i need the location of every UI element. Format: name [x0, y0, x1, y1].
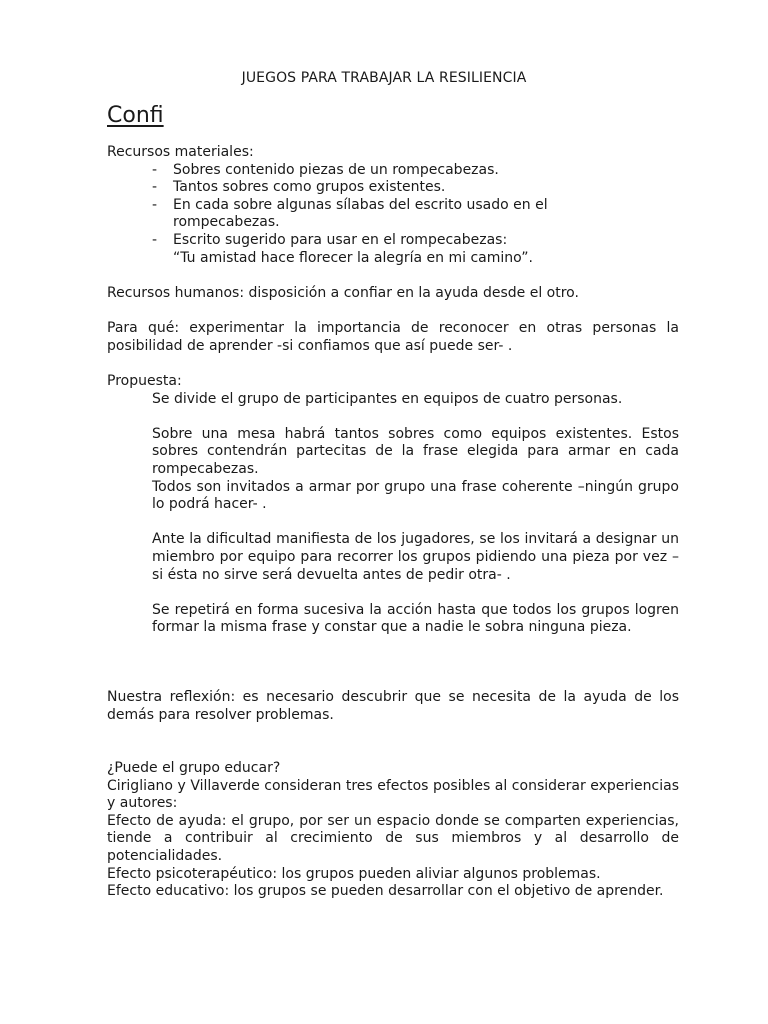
- reflection-section: [107, 689, 679, 724]
- materials-list: [107, 162, 679, 268]
- proposal-section: [107, 373, 679, 637]
- reflection-text: Nuestra reflexión: es necesario descubrir que se necesita de la ayuda de los demás para resolver problemas.: [107, 689, 679, 723]
- materials-section: [107, 144, 679, 267]
- document-title: JUEGOS PARA TRABAJAR LA RESILIENCIA: [241, 70, 527, 86]
- purpose-section: [107, 320, 679, 355]
- proposal-label: Propuesta:: [107, 373, 182, 389]
- proposal-step-1: Se divide el grupo de participantes en equipos de cuatro personas.: [152, 390, 623, 407]
- list-item: - Sobres contenido piezas de un rompecabezas.: [152, 161, 499, 178]
- materials-label: Recursos materiales:: [107, 144, 254, 160]
- effect-psychotherapeutic: Efecto psicoterapéutico: los grupos pueden aliviar algunos problemas.: [107, 865, 601, 882]
- group-intro: Cirigliano y Villaverde consideran tres efectos posibles al considerar experiencias y autores:: [107, 777, 679, 812]
- effect-educational: Efecto educativo: los grupos se pueden desarrollar con el objetivo de aprender.: [107, 883, 664, 900]
- list-item: - Tantos sobres como grupos existentes.: [152, 179, 446, 196]
- proposal-step-4: Ante la dificultad manifiesta de los jugadores, se los invitará a designar un miembro por equipo para recorrer los grupos pidiendo una pieza por vez –si ésta no sirve será devuelta antes de pedir otra- .: [152, 531, 679, 583]
- list-item: - Escrito sugerido para usar en el rompecabezas: “Tu amistad hace florecer la alegría en mi camino”.: [152, 231, 533, 266]
- purpose-text: Para qué: experimentar la importancia de reconocer en otras personas la posibilidad de aprender -si confiamos que así puede ser- .: [107, 320, 679, 354]
- group-section: [107, 760, 679, 901]
- proposal-step-2: Sobre una mesa habrá tantos sobres como equipos existentes. Estos sobres contendrán partecitas de la frase elegida para armar en cada rompecabezas.: [152, 425, 679, 477]
- game-heading: Confi: [107, 103, 164, 128]
- effect-help: Efecto de ayuda: el grupo, por ser un espacio donde se comparten experiencias, tiende a contribuir al crecimiento de sus miembros y al desarrollo de potencialidades.: [107, 812, 679, 864]
- proposal-step-5: Se repetirá en forma sucesiva la acción hasta que todos los grupos logren formar la misma frase y constar que a nadie le sobra ninguna pieza.: [152, 601, 679, 636]
- human-resources-section: [107, 285, 679, 303]
- list-item: - En cada sobre algunas sílabas del escrito usado en el rompecabezas.: [152, 196, 548, 231]
- proposal-step-3: Todos son invitados a armar por grupo una frase coherente –ningún grupo lo podrá hacer- .: [152, 478, 679, 513]
- group-question: ¿Puede el grupo educar?: [107, 760, 281, 776]
- suggested-quote: “Tu amistad hace florecer la alegría en mi camino”.: [173, 249, 533, 266]
- human-resources-text: Recursos humanos: disposición a confiar en la ayuda desde el otro.: [107, 285, 579, 301]
